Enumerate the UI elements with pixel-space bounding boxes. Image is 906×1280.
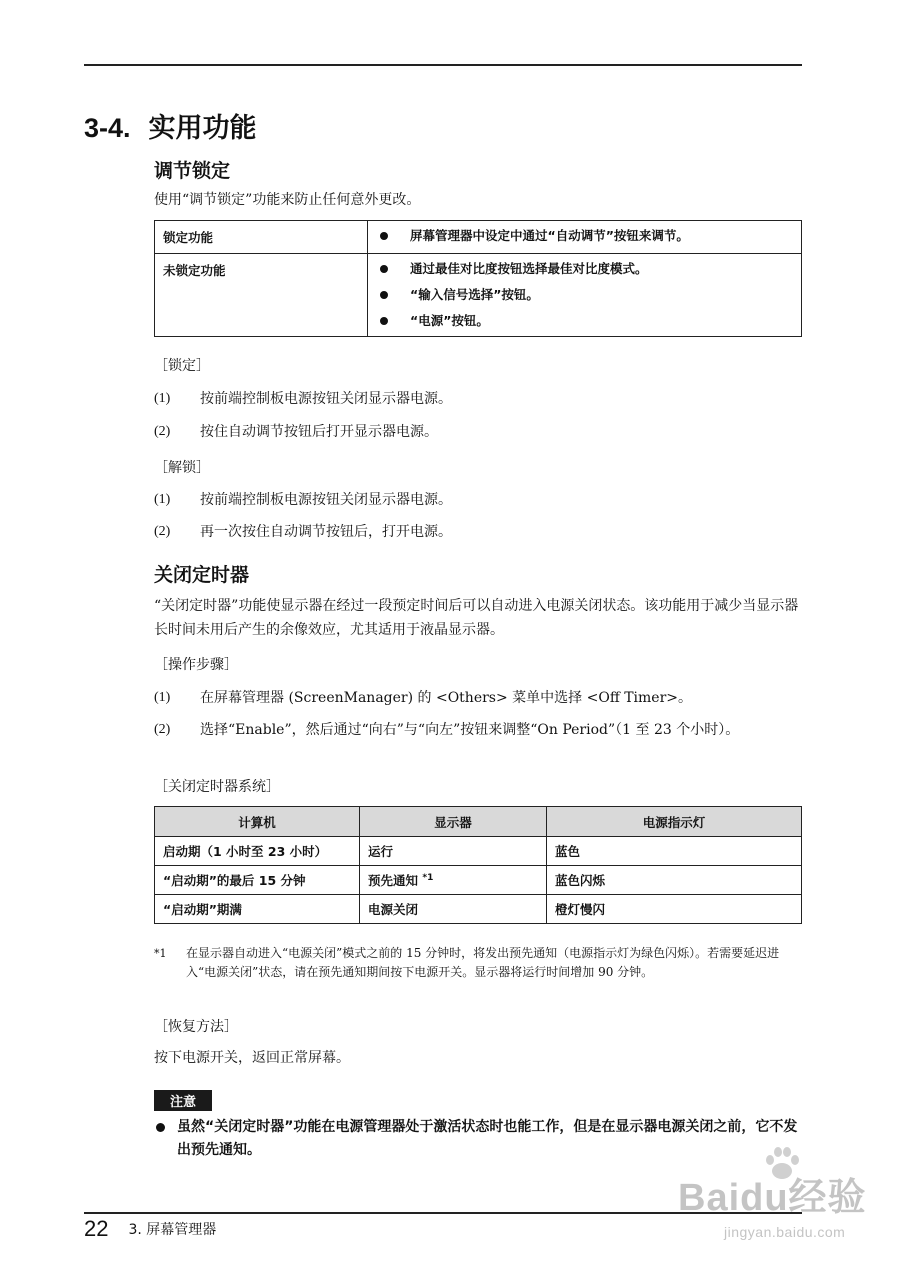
list-item [376,260,793,278]
step-text: 按前端控制板电源按钮关闭显示器电源。 [200,391,452,407]
watermark-brand: Baidu经验 [678,1177,867,1219]
column-header: 计算机 [155,807,360,837]
table-cell: 橙灯慢闪 [547,895,802,924]
step-number: (2) [154,524,171,539]
footnote-text: 在显示器自动进入“电源关闭”模式之前的 15 分钟时，将发出预先通知（电源指示灯为绿色闪烁）。若需要延迟进入“电源关闭”状态，请在预先通知期间按下电源开关。显示器将运行时间增加 90 分钟。 [186,946,780,979]
footer-rule [84,1212,802,1214]
table-cell: 蓝色闪烁 [547,866,802,895]
table-cell [360,895,547,924]
list-item-text: 通过最佳对比度按钮选择最佳对比度模式。 [410,261,648,276]
column-header: 显示器 [360,807,547,837]
table-cell-label: 未锁定功能 [155,254,368,337]
section-title [84,106,257,145]
list-item [376,227,793,245]
lock-step [154,387,802,411]
adjustment-lock-title: 调节锁定 [154,160,231,182]
step-number: (1) [154,492,171,507]
step-number: (1) [154,391,171,406]
off-timer-intro: “关闭定时器”功能使显示器在经过一段预定时间后可以自动进入电源关闭状态。该功能用于减少当显示器长时间未用后产生的余像效应，尤其适用于液晶显示器。 [154,598,799,638]
table-cell [360,837,547,866]
recovery-text: 按下电源开关，返回正常屏幕。 [154,1050,350,1066]
off-timer-system-table [154,806,802,924]
procedure-step [154,686,802,710]
lock-step [154,420,802,444]
chapter-title: 3. 屏幕管理器 [128,1222,217,1238]
lock-function-table [154,220,802,337]
table-row [155,895,802,924]
page-number: 22 [84,1216,109,1241]
table-row [155,837,802,866]
table-cell-label: 锁定功能 [155,221,368,254]
step-number: (2) [154,722,171,737]
table-cell: 启动期（1 小时至 23 小时） [155,837,360,866]
cell-text: 预先通知 [368,873,423,888]
step-number: (1) [154,690,171,705]
unlock-step [154,520,802,544]
list-item-text: “电源”按钮。 [410,313,489,328]
step-text: 按住自动调节按钮后打开显示器电源。 [200,424,438,440]
bullet-icon [380,265,388,273]
watermark [668,1144,888,1254]
adjustment-lock-intro: 使用“调节锁定”功能来防止任何意外更改。 [154,192,421,208]
footnote-mark: *1 [154,947,167,960]
off-timer-title: 关闭定时器 [154,564,250,586]
section-number: 3-4. [84,113,131,143]
cell-text: 电源关闭 [368,902,419,917]
footnote [154,944,802,982]
step-text: 在屏幕管理器 (ScreenManager) 的 <Others> 菜单中选择 <Off Timer>。 [200,690,693,706]
section-title-text: 实用功能 [148,113,257,144]
step-number: (2) [154,424,171,439]
unlock-heading: ［解锁］ [154,460,210,476]
table-cell: “启动期”期满 [155,895,360,924]
table-row [155,866,802,895]
list-item-text: “输入信号选择”按钮。 [410,287,539,302]
note-badge: 注意 [154,1090,212,1111]
bullet-icon [156,1123,165,1132]
table-cell-items [368,254,802,337]
bullet-icon [380,317,388,325]
table-cell-items [368,221,802,254]
table-cell [360,866,547,895]
column-header: 电源指示灯 [547,807,802,837]
bullet-icon [380,291,388,299]
table-row [155,221,802,254]
page-footer [84,1216,216,1242]
header-rule [84,64,802,66]
procedure-heading: ［操作步骤］ [154,657,238,673]
lock-heading: ［锁定］ [154,358,210,374]
list-item [376,286,793,304]
list-item [376,312,793,330]
table-cell: “启动期”的最后 15 分钟 [155,866,360,895]
footnote-ref: *1 [422,872,434,883]
table-header-row [155,807,802,837]
table-cell: 蓝色 [547,837,802,866]
watermark-url: jingyan.baidu.com [724,1224,846,1240]
unlock-step [154,488,802,512]
list-item-text: 屏幕管理器中设定中通过“自动调节”按钮来调节。 [410,228,689,243]
step-text: 选择“Enable”，然后通过“向右”与“向左”按钮来调整“On Period”（1 至 23 个小时）。 [200,722,740,738]
step-text: 再一次按住自动调节按钮后，打开电源。 [200,524,452,540]
system-heading: ［关闭定时器系统］ [154,779,280,795]
bullet-icon [380,232,388,240]
note-text: 虽然“关闭定时器”功能在电源管理器处于激活状态时也能工作，但是在显示器电源关闭之前，它不发出预先通知。 [177,1119,798,1158]
step-text: 按前端控制板电源按钮关闭显示器电源。 [200,492,452,508]
procedure-step [154,718,802,742]
cell-text: 运行 [368,844,394,859]
table-row [155,254,802,337]
recovery-heading: ［恢复方法］ [154,1019,238,1035]
